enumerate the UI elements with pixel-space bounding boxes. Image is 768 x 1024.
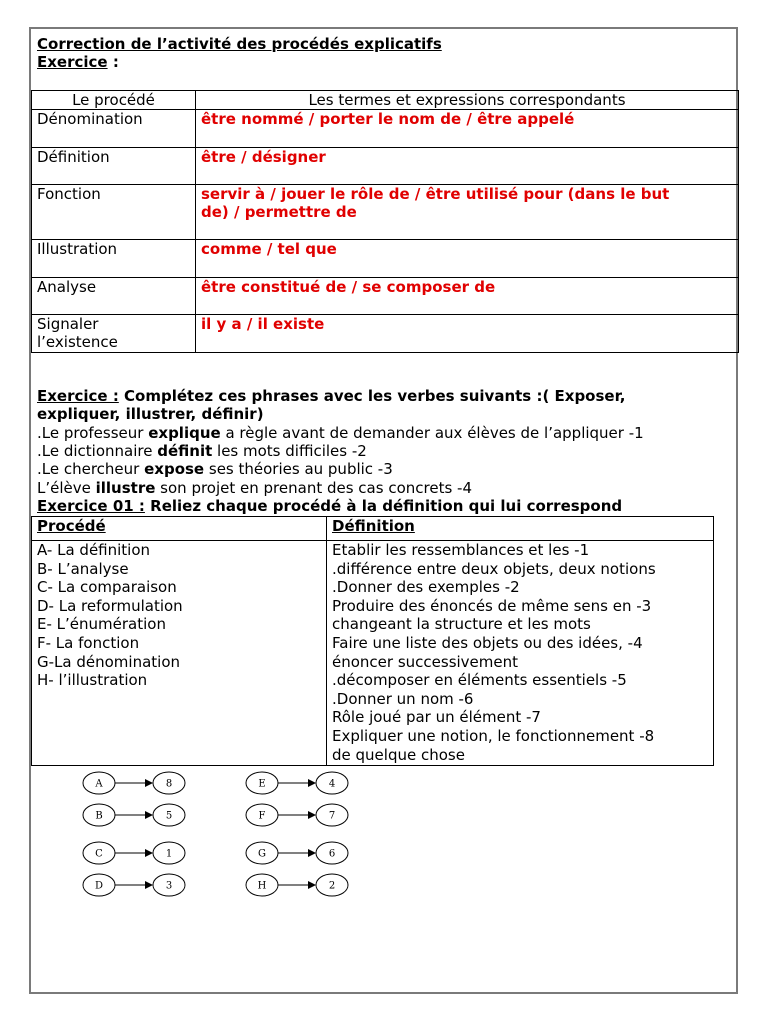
definition-number: 8: [165, 778, 173, 790]
terms-cell: comme / tel que: [196, 240, 739, 278]
list-item: de quelque chose: [332, 745, 465, 764]
terms-cell: il y a / il existe: [196, 315, 739, 353]
header-procede: Procédé: [32, 517, 327, 541]
answer-link: [83, 842, 185, 864]
list-item: Etablir les ressemblances et les -1: [332, 541, 590, 559]
answer-link: [246, 874, 348, 896]
exercise3-instruction: Exercice 01 : Reliez chaque procédé à la définition qui lui correspond: [37, 497, 623, 515]
list-item: F- La fonction: [37, 633, 140, 652]
procede-cell: Illustration: [32, 240, 196, 278]
definition-number: 6: [328, 848, 336, 860]
procede-cell: Analyse: [32, 278, 196, 315]
answer-link: [246, 842, 348, 864]
header-definition: Définition: [327, 517, 714, 541]
list-item: H- l’illustration: [37, 671, 148, 690]
definition-number: 3: [165, 880, 173, 892]
definition-number: 2: [328, 880, 336, 892]
terms-cell: être / désigner: [196, 148, 739, 185]
list-item: Expliquer une notion, le fonctionnement -8: [332, 726, 655, 745]
page-title: Correction de l’activité des procédés explicatifs: [37, 35, 442, 53]
answer-link: [83, 874, 185, 896]
header-procede: Le procédé: [32, 91, 196, 110]
definition-number: 1: [165, 848, 173, 860]
list-item: G-La dénomination: [37, 652, 180, 671]
sentence: .Le professeur explique a règle avant de demander aux élèves de l’appliquer -1: [37, 424, 644, 442]
procede-cell: Signaler l’existence: [32, 315, 196, 353]
procede-letter: A: [95, 778, 103, 790]
terms-cell: servir à / jouer le rôle de / être utilisé pour (dans le but de) / permettre de: [196, 185, 739, 240]
exercise2-instruction-cont: expliquer, illustrer, définir): [37, 405, 264, 423]
sentence: .Le dictionnaire définit les mots difficiles -2: [37, 442, 367, 460]
exercise2-instruction: Exercice : Complétez ces phrases avec les verbes suivants :( Exposer,: [37, 387, 626, 405]
procede-letter: E: [258, 778, 266, 790]
definition-number: 4: [328, 778, 336, 790]
procede-cell: Dénomination: [32, 110, 196, 148]
list-item: énoncer successivement: [332, 652, 519, 671]
answer-link: [83, 772, 185, 794]
answer-link: [246, 804, 348, 826]
answer-link: [246, 772, 348, 794]
terms-cell: être constitué de / se composer de: [196, 278, 739, 315]
list-item: Faire une liste des objets ou des idées, -4: [332, 633, 643, 652]
list-item: C- La comparaison: [37, 578, 177, 597]
list-item: changeant la structure et les mots: [332, 615, 591, 634]
list-item: .Donner des exemples -2: [332, 578, 520, 597]
list-item: E- L’énumération: [37, 615, 166, 634]
procede-letter: F: [258, 810, 266, 822]
procede-cell: Fonction: [32, 185, 196, 240]
list-item: D- La reformulation: [37, 596, 183, 615]
procede-letter: G: [258, 848, 266, 860]
list-item: .décomposer en éléments essentiels -5: [332, 671, 627, 690]
exercise1-heading: Exercice :: [37, 53, 119, 71]
sentence: .Le chercheur expose ses théories au public -3: [37, 460, 393, 478]
terms-cell: être nommé / porter le nom de / être appelé: [196, 110, 739, 148]
procede-letter: H: [257, 880, 267, 892]
definition-number: 7: [328, 810, 336, 822]
definition-number: 5: [165, 810, 173, 822]
answer-link: [83, 804, 185, 826]
list-item: Produire des énoncés de même sens en -3: [332, 596, 652, 615]
procede-letter: C: [95, 848, 103, 860]
procede-letter: D: [94, 880, 104, 892]
header-termes: Les termes et expressions correspondants: [196, 91, 739, 110]
list-item: Rôle joué par un élément -7: [332, 708, 541, 727]
procede-cell: Définition: [32, 148, 196, 185]
sentence: L’élève illustre son projet en prenant des cas concrets -4: [37, 479, 472, 497]
list-item: B- L’analyse: [37, 559, 129, 578]
list-item: .différence entre deux objets, deux notions: [332, 559, 656, 578]
procede-letter: B: [95, 810, 103, 822]
list-item: .Donner un nom -6: [332, 689, 474, 708]
list-item: A- La définition: [37, 541, 151, 559]
